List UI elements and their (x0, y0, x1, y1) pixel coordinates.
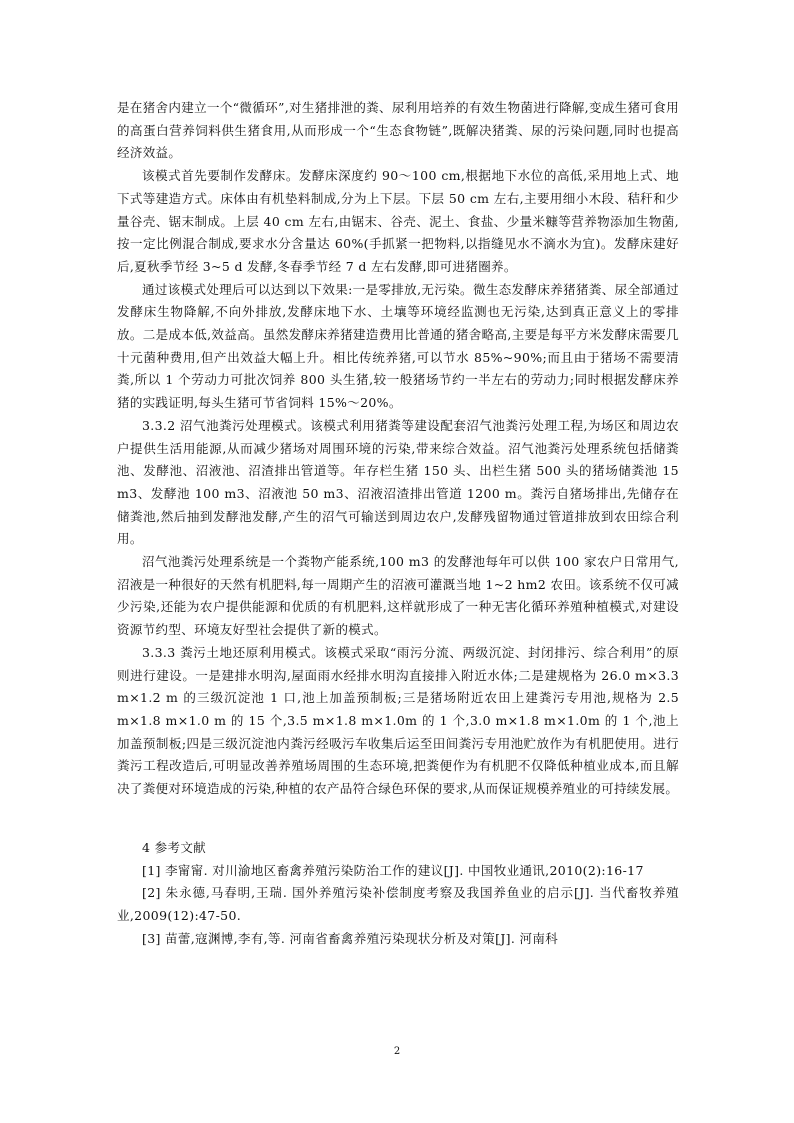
paragraph-land-reuse-model: 3.3.3 粪污土地还原利用模式。该模式采取“雨污分流、两级沉淀、封闭排污、综合利用”的原则进行建设。一是建排水明沟,屋面雨水经排水明沟直接排入附近水体;二是建规格为 26.0 m×3.3 m×1.2 m 的三级沉淀池 1 口,池上加盖预制板;三是猪场附近农田上建粪污专用池,规格为 2.5 m×1.8 m×1.0 m 的 15 个,3.5 m×1.8 m×1.0m 的 1 个,3.0 m×1.8 m×1.0m 的 1 个,池上加盖预制板;四是三级沉淀池内粪污经吸污车收集后运至田间粪污专用池贮放作为有机肥使用。进行粪污工程改造后,可明显改善养殖场周围的生态环境,把粪便作为有机肥不仅降低种植业成本,而且解决了粪便对环境造成的污染,种植的农产品符合绿色环保的要求,从而保证规模养殖业的可持续发展。 (117, 644, 679, 797)
paragraph-fermentation-bed: 该模式首先要制作发酵床。发酵床深度约 90～100 cm,根据地下水位的高低,采用地上式、地下式等建造方式。床体由有机垫料制成,分为上下层。下层 50 cm 左右,主要用细小木段、秸秆和少量谷壳、锯末制成。上层 40 cm 左右,由锯末、谷壳、泥土、食盐、少量米糠等营养物添加生物菌,按一定比例混合制成,要求水分含量达 60%(手抓紧一把物料,以指缝见水不滴水为宜)。发酵床建好后,夏秋季节经 3~5 d 发酵,冬春季节经 7 d 左右发酵,即可进猪圈养。 (117, 168, 679, 274)
references-heading: 4 参考文献 (142, 839, 207, 855)
page-number: 2 (393, 1046, 401, 1057)
paragraph-effects: 通过该模式处理后可以达到以下效果:一是零排放,无污染。微生态发酵床养猪猪粪、尿全部通过发酵床生物降解,不向外排放,发酵床地下水、土壤等环境经监测也无污染,达到真正意义上的零排放。二是成本低,效益高。虽然发酵床养猪建造费用比普通的猪舍略高,主要是每平方米发酵床需要几十元菌种费用,但产出效益大幅上升。相比传统养猪,可以节水 85%~90%;而且由于猪场不需要清粪,所以 1 个劳动力可批次饲养 800 头生猪,较一般猪场节约一半左右的劳动力;同时根据发酵床养猪的实践证明,每头生猪可节省饲料 15%～20%。 (117, 281, 679, 411)
reference-item: [2] 朱永德,马春明,王瑞. 国外养殖污染补偿制度考察及我国养鱼业的启示[J]. 当代畜牧养殖业,2009(12):47-50. (117, 885, 679, 923)
reference-item: [1] 李甯甯. 对川渝地区畜禽养殖污染防治工作的建议[J]. 中国牧业通讯,2010(2):16-17 (142, 862, 644, 878)
reference-item: [3] 苗蕾,寇渊博,李有,等. 河南省畜禽养殖污染现状分析及对策[J]. 河南科 (142, 930, 559, 946)
paragraph-biogas-model: 3.3.2 沼气池粪污处理模式。该模式利用猪粪等建设配套沼气池粪污处理工程,为场区和周边农户提供生活用能源,从而减少猪场对周围环境的污染,带来综合效益。沼气池粪污处理系统包括储粪池、发酵池、沼液池、沼渣排出管道等。年存栏生猪 150 头、出栏生猪 500 头的猪场储粪池 15 m3、发酵池 100 m3、沼液池 50 m3、沼液沼渣排出管道 1200 m。粪污自猪场排出,先储存在储粪池,然后抽到发酵池发酵,产生的沼气可输送到周边农户,发酵残留物通过管道排放到农田综合利用。 (117, 417, 679, 547)
paragraph-biogas-system: 沼气池粪污处理系统是一个粪物产能系统,100 m3 的发酵池每年可以供 100 家农户日常用气,沼液是一种很好的天然有机肥料,每一周期产生的沼液可灌溉当地 1~2 hm2 农田。该系统不仅可减少污染,还能为农户提供能源和优质的有机肥料,这样就形成了一种无害化循环养殖种植模式,对建设资源节约型、环境友好型社会提供了新的模式。 (117, 554, 679, 638)
document-body (117, 97, 679, 950)
paragraph-continuation: 是在猪舍内建立一个“微循环”,对生猪排泄的粪、尿利用培养的有效生物菌进行降解,变成生猪可食用的高蛋白营养饲料供生猪食用,从而形成一个“生态食物链”,既解决猪粪、尿的污染问题,同时也提高经济效益。 (117, 100, 679, 161)
